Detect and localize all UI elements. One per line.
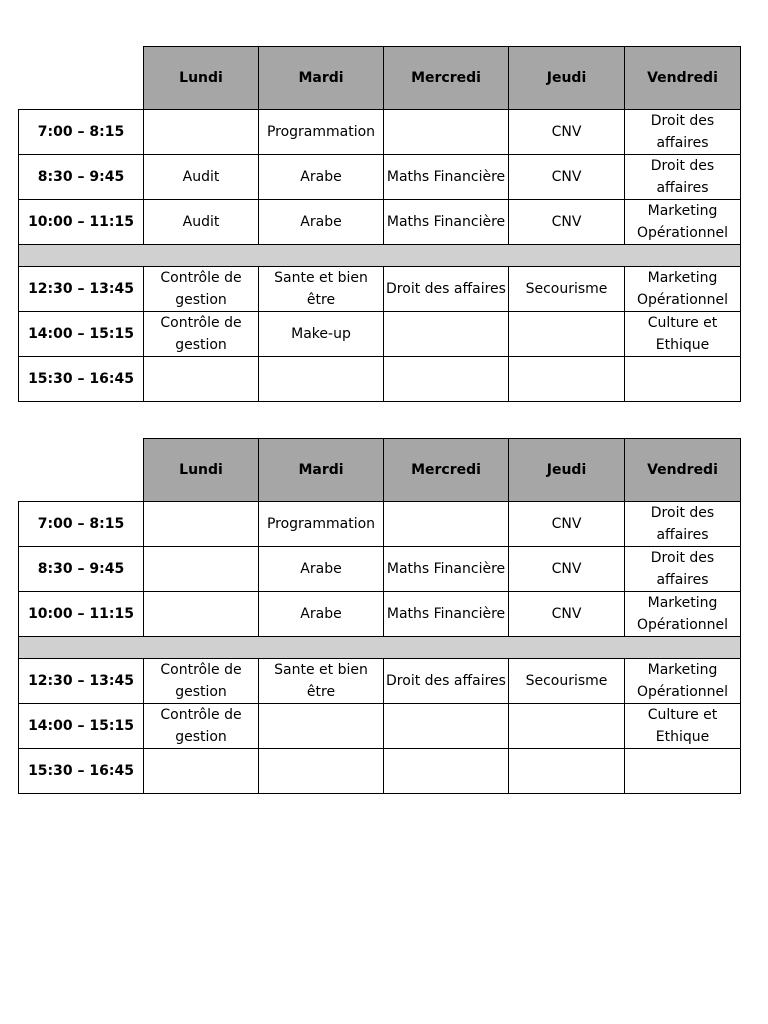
time-slot: 12:30 – 13:45 <box>19 267 144 312</box>
course-cell: Contrôle de gestion <box>144 267 259 312</box>
course-cell <box>509 357 625 402</box>
course-cell: Droit des affaires <box>625 110 741 155</box>
course-cell: Audit <box>144 200 259 245</box>
course-cell: Arabe <box>259 547 384 592</box>
course-cell <box>384 110 509 155</box>
course-cell <box>384 312 509 357</box>
course-cell: CNV <box>509 592 625 637</box>
table-row <box>19 357 741 402</box>
course-cell: Contrôle de gestion <box>144 312 259 357</box>
course-cell <box>144 502 259 547</box>
course-cell: Maths Financière <box>384 547 509 592</box>
course-cell: CNV <box>509 155 625 200</box>
course-cell: Droit des affaires <box>384 659 509 704</box>
time-slot: 12:30 – 13:45 <box>19 659 144 704</box>
table-row <box>19 312 741 357</box>
course-cell <box>384 357 509 402</box>
corner-cell <box>19 439 144 502</box>
course-cell: Arabe <box>259 155 384 200</box>
course-cell: CNV <box>509 547 625 592</box>
table-row <box>19 659 741 704</box>
header-row <box>19 439 741 502</box>
course-cell: Droit des affaires <box>384 267 509 312</box>
time-slot: 14:00 – 15:15 <box>19 704 144 749</box>
course-cell <box>384 749 509 794</box>
course-cell: Secourisme <box>509 659 625 704</box>
time-slot: 15:30 – 16:45 <box>19 357 144 402</box>
course-cell <box>144 749 259 794</box>
table-row <box>19 592 741 637</box>
day-header: Lundi <box>144 439 259 502</box>
course-cell: Contrôle de gestion <box>144 659 259 704</box>
course-cell <box>144 110 259 155</box>
course-cell: Droit des affaires <box>625 547 741 592</box>
table-row <box>19 200 741 245</box>
course-cell <box>509 749 625 794</box>
course-cell: Maths Financière <box>384 155 509 200</box>
time-slot: 7:00 – 8:15 <box>19 502 144 547</box>
course-cell: Marketing Opérationnel <box>625 659 741 704</box>
lunch-break-row <box>19 637 741 659</box>
time-slot: 10:00 – 11:15 <box>19 592 144 637</box>
course-cell: Programmation <box>259 110 384 155</box>
table-row <box>19 110 741 155</box>
course-cell <box>384 704 509 749</box>
time-slot: 8:30 – 9:45 <box>19 547 144 592</box>
course-cell <box>144 592 259 637</box>
course-cell <box>144 547 259 592</box>
day-header: Jeudi <box>509 439 625 502</box>
lunch-break-bar <box>19 245 741 267</box>
time-slot: 7:00 – 8:15 <box>19 110 144 155</box>
course-cell <box>259 357 384 402</box>
header-row <box>19 47 741 110</box>
course-cell: Sante et bien être <box>259 267 384 312</box>
day-header: Mardi <box>259 439 384 502</box>
course-cell: Arabe <box>259 592 384 637</box>
course-cell <box>625 749 741 794</box>
course-cell: Programmation <box>259 502 384 547</box>
course-cell: Maths Financière <box>384 200 509 245</box>
course-cell: Marketing Opérationnel <box>625 267 741 312</box>
course-cell <box>259 704 384 749</box>
table-row <box>19 547 741 592</box>
table-row <box>19 749 741 794</box>
time-slot: 14:00 – 15:15 <box>19 312 144 357</box>
table-row <box>19 704 741 749</box>
day-header: Mardi <box>259 47 384 110</box>
course-cell: Marketing Opérationnel <box>625 592 741 637</box>
course-cell <box>625 357 741 402</box>
course-cell <box>509 312 625 357</box>
course-cell: Secourisme <box>509 267 625 312</box>
course-cell <box>509 704 625 749</box>
corner-cell <box>19 47 144 110</box>
table-row <box>19 502 741 547</box>
course-cell: Marketing Opérationnel <box>625 200 741 245</box>
day-header: Lundi <box>144 47 259 110</box>
course-cell: Culture et Ethique <box>625 312 741 357</box>
day-header: Mercredi <box>384 439 509 502</box>
course-cell: Culture et Ethique <box>625 704 741 749</box>
course-cell <box>384 502 509 547</box>
timetable-1 <box>18 46 741 402</box>
course-cell: Audit <box>144 155 259 200</box>
course-cell: CNV <box>509 502 625 547</box>
course-cell: Maths Financière <box>384 592 509 637</box>
day-header: Vendredi <box>625 47 741 110</box>
course-cell <box>259 749 384 794</box>
lunch-break-row <box>19 245 741 267</box>
day-header: Mercredi <box>384 47 509 110</box>
time-slot: 8:30 – 9:45 <box>19 155 144 200</box>
table-row <box>19 155 741 200</box>
course-cell: CNV <box>509 200 625 245</box>
course-cell: CNV <box>509 110 625 155</box>
table-row <box>19 267 741 312</box>
lunch-break-bar <box>19 637 741 659</box>
course-cell: Contrôle de gestion <box>144 704 259 749</box>
time-slot: 10:00 – 11:15 <box>19 200 144 245</box>
course-cell: Droit des affaires <box>625 502 741 547</box>
day-header: Jeudi <box>509 47 625 110</box>
course-cell: Arabe <box>259 200 384 245</box>
day-header: Vendredi <box>625 439 741 502</box>
course-cell: Droit des affaires <box>625 155 741 200</box>
course-cell: Make-up <box>259 312 384 357</box>
course-cell: Sante et bien être <box>259 659 384 704</box>
timetable-2 <box>18 438 741 794</box>
time-slot: 15:30 – 16:45 <box>19 749 144 794</box>
course-cell <box>144 357 259 402</box>
